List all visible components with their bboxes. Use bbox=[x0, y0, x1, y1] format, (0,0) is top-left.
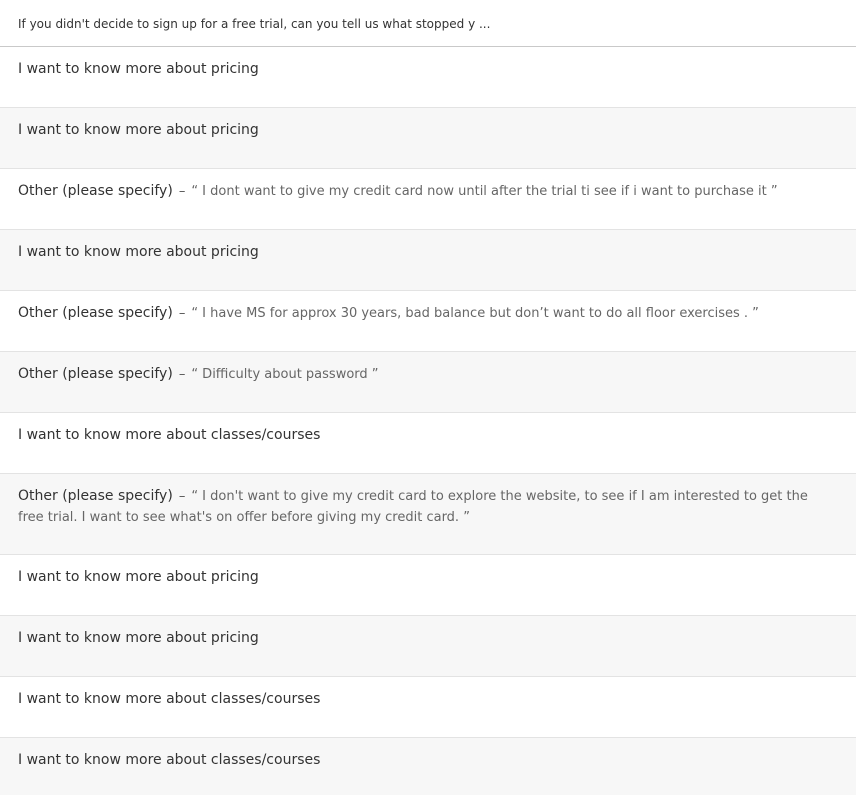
response-answer: I want to know more about classes/courses bbox=[18, 427, 321, 443]
response-row bbox=[0, 230, 856, 291]
response-row bbox=[0, 555, 856, 616]
response-row bbox=[0, 108, 856, 169]
response-answer: I want to know more about classes/courses bbox=[18, 752, 321, 768]
response-comment: “ Difficulty about password ” bbox=[191, 367, 379, 382]
response-answer: Other (please specify) bbox=[18, 183, 173, 199]
response-comment: “ I dont want to give my credit card now until after the trial ti see if i want to purchase it ” bbox=[191, 184, 778, 199]
response-row bbox=[0, 352, 856, 413]
response-row bbox=[0, 677, 856, 738]
response-answer: I want to know more about pricing bbox=[18, 61, 259, 77]
response-answer: I want to know more about pricing bbox=[18, 244, 259, 260]
response-separator: – bbox=[178, 367, 186, 382]
response-row bbox=[0, 474, 856, 555]
response-row bbox=[0, 169, 856, 230]
response-row bbox=[0, 616, 856, 677]
response-row bbox=[0, 738, 856, 795]
response-row bbox=[0, 291, 856, 352]
response-answer: Other (please specify) bbox=[18, 305, 173, 321]
response-comment: “ I have MS for approx 30 years, bad balance but don’t want to do all floor exercises . ” bbox=[191, 306, 759, 321]
response-comment: “ I don't want to give my credit card to explore the website, to see if I am interested to get the free trial. I want to see what's on offer before giving my credit card. ” bbox=[18, 489, 808, 525]
response-answer: I want to know more about pricing bbox=[18, 630, 259, 646]
question-header: If you didn't decide to sign up for a free trial, can you tell us what stopped y ... bbox=[0, 0, 856, 47]
response-separator: – bbox=[178, 489, 186, 504]
response-separator: – bbox=[178, 306, 186, 321]
response-answer: I want to know more about pricing bbox=[18, 569, 259, 585]
response-answer: Other (please specify) bbox=[18, 488, 173, 504]
response-row bbox=[0, 413, 856, 474]
response-separator: – bbox=[178, 184, 186, 199]
response-answer: I want to know more about classes/courses bbox=[18, 691, 321, 707]
response-answer: Other (please specify) bbox=[18, 366, 173, 382]
response-row bbox=[0, 47, 856, 108]
response-answer: I want to know more about pricing bbox=[18, 122, 259, 138]
